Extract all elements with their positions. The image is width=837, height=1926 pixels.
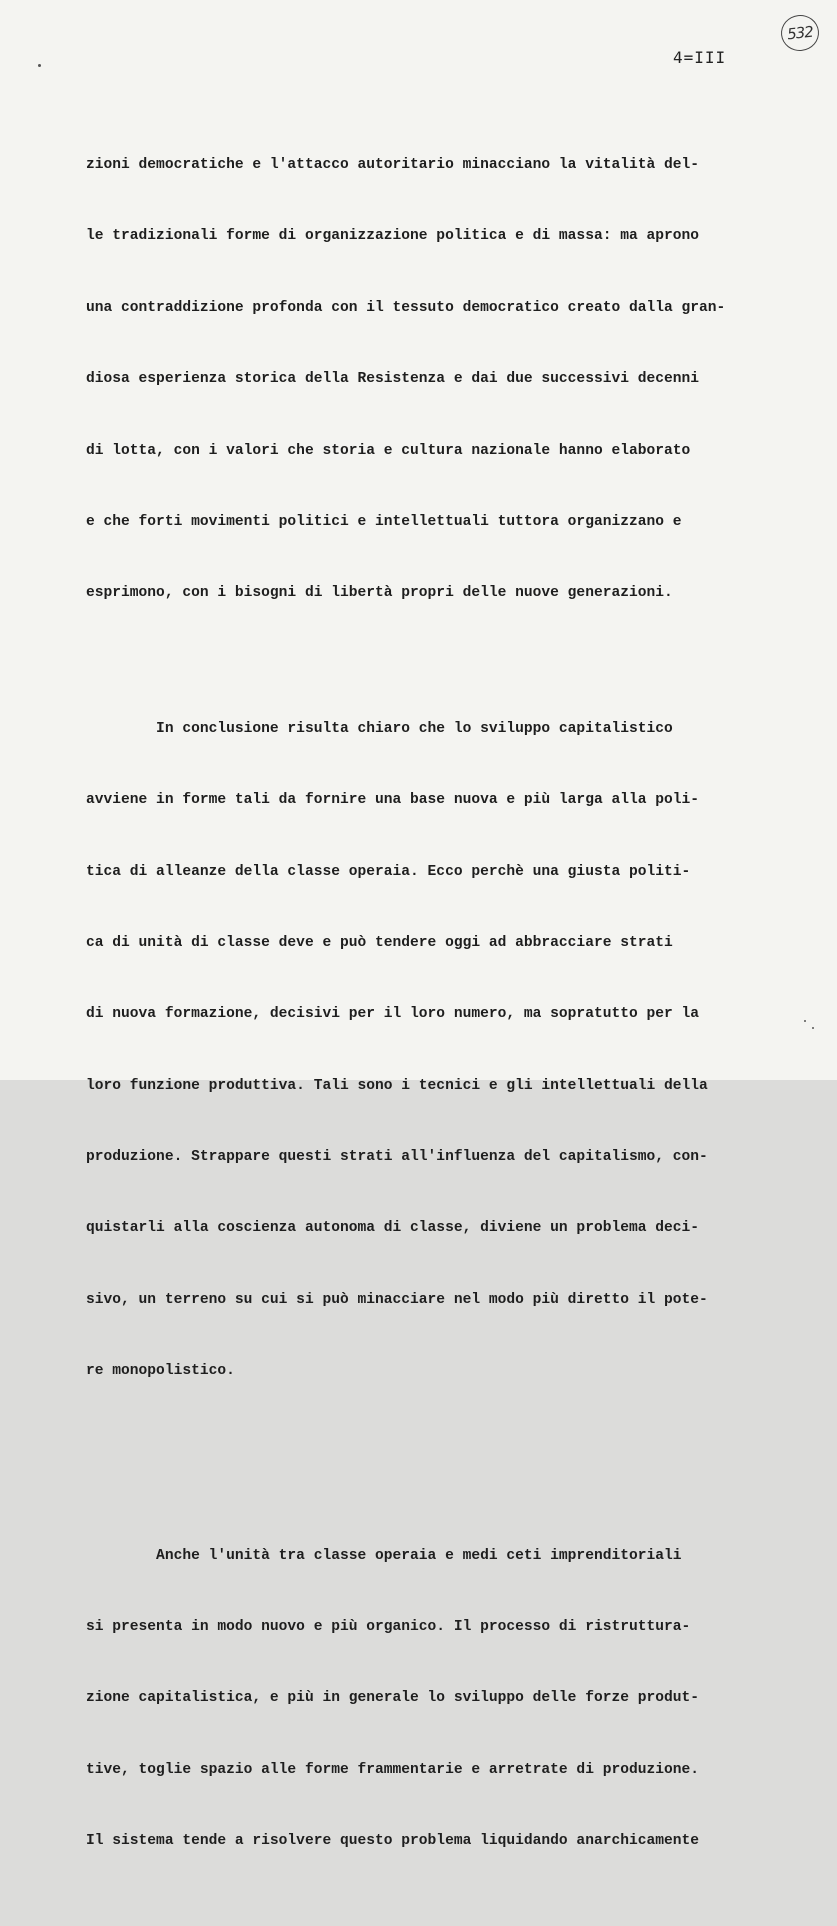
paper-speck [38,64,41,67]
text-line: Il sistema tende a risolvere questo problema liquidando anarchicamente [86,1833,700,1850]
text-line: di lotta, con i valori che storia e cultura nazionale hanno elaborato [86,442,691,459]
paper-speck [804,1020,806,1022]
text-line: sivo, un terreno su cui si può minacciare nel modo più diretto il pote- [86,1291,708,1308]
paragraph-2 [86,678,796,1424]
paragraph-3 [86,1505,796,1894]
text-line: avviene in forme tali da fornire una base nuova e più larga alla poli- [86,792,700,809]
text-line: re monopolistico. [86,1363,235,1380]
text-line: le tradizionali forme di organizzazione politica e di massa: ma aprono [86,228,700,245]
text-line: produzione. Strappare questi strati all'influenza del capitalismo, con- [86,1149,708,1166]
text-line: tive, toglie spazio alle forme frammentarie e arretrate di produzione. [86,1761,700,1778]
page-number: 4=III [673,48,727,67]
text-line: zioni democratiche e l'attacco autoritario minacciano la vitalità del- [86,157,700,173]
paragraph-gap [86,1456,796,1473]
paragraph-1 [86,114,796,646]
text-line: quistarli alla coscienza autonoma di classe, diviene un problema deci- [86,1220,700,1237]
text-line: e che forti movimenti politici e intellettuali tuttora organizzano e [86,513,682,530]
text-line: zione capitalistica, e più in generale lo sviluppo delle forze produt- [86,1690,700,1707]
text-line: ca di unità di classe deve e può tendere oggi ad abbracciare strati [86,934,673,951]
text-line: si presenta in modo nuovo e più organico. Il processo di ristruttura- [86,1619,691,1636]
body-text [86,82,796,1926]
archive-stamp-label: 532 [786,22,814,44]
text-line: diosa esperienza storica della Resistenza e dai due successivi decenni [86,371,700,388]
text-line: esprimono, con i bisogni di libertà propri delle nuove generazioni. [86,585,673,602]
paper-speck [812,1027,814,1029]
text-line: loro funzione produttiva. Tali sono i tecnici e gli intellettuali della [86,1077,708,1094]
text-line: una contraddizione profonda con il tessuto democratico creato dalla gran- [86,299,726,316]
text-line: tica di alleanze della classe operaia. Ecco perchè una giusta politi- [86,863,691,880]
text-line: Anche l'unità tra classe operaia e medi ceti imprenditoriali [86,1547,682,1564]
archive-stamp [779,13,821,53]
text-line: In conclusione risulta chiaro che lo sviluppo capitalistico [86,720,673,737]
text-line: di nuova formazione, decisivi per il loro numero, ma sopratutto per la [86,1006,700,1023]
